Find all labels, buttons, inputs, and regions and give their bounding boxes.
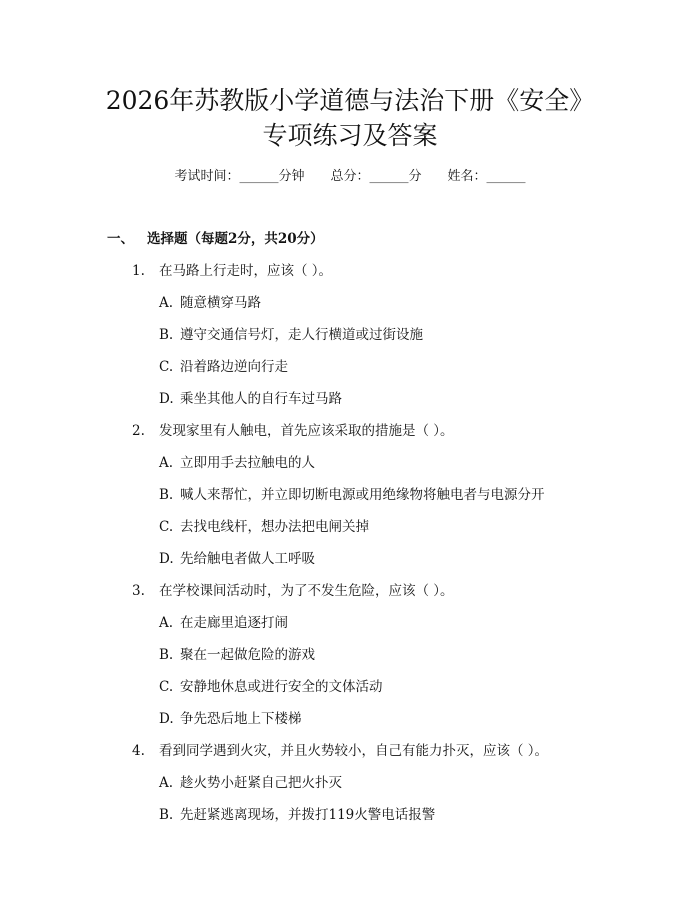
question-number: 1. (132, 263, 145, 279)
question-text: 发现家里有人触电，首先应该采取的措施是（ ）。 (159, 423, 454, 439)
option-text: 先赶紧逃离现场，并拨打119火警电话报警 (180, 807, 436, 823)
option-letter: C. (159, 679, 174, 695)
question-1 (132, 261, 332, 281)
exam-meta (0, 167, 700, 187)
option-4b (159, 805, 435, 825)
question-text: 看到同学遇到火灾，并且火势较小，自己有能力扑灭，应该（ ）。 (159, 743, 549, 759)
option-2c (159, 517, 369, 537)
option-letter: A. (159, 775, 174, 791)
option-letter: A. (159, 295, 174, 311)
option-letter: D. (159, 391, 174, 407)
question-number: 4. (132, 743, 145, 759)
question-text: 在马路上行走时，应该（ ）。 (159, 263, 333, 279)
option-letter: B. (159, 807, 174, 823)
option-text: 先给触电者做人工呼吸 (180, 551, 315, 567)
option-1c (159, 357, 288, 377)
option-letter: C. (159, 519, 174, 535)
option-text: 聚在一起做危险的游戏 (180, 647, 315, 663)
option-text: 立即用手去拉触电的人 (180, 455, 315, 471)
option-text: 安静地休息或进行安全的文体活动 (180, 679, 383, 695)
option-text: 争先恐后地上下楼梯 (180, 711, 302, 727)
option-letter: D. (159, 711, 174, 727)
option-3c (159, 677, 383, 697)
option-letter: C. (159, 359, 174, 375)
option-2b (159, 485, 545, 505)
option-1d (159, 389, 342, 409)
option-letter: B. (159, 647, 174, 663)
question-text: 在学校课间活动时，为了不发生危险，应该（ ）。 (159, 583, 454, 599)
document-title-line2: 专项练习及答案 (262, 121, 438, 150)
section-title: 选择题（每题2分，共20分） (147, 231, 324, 247)
option-1b (159, 325, 423, 345)
question-number: 2. (132, 423, 145, 439)
option-text: 遵守交通信号灯，走人行横道或过街设施 (180, 327, 423, 343)
option-4a (159, 773, 342, 793)
section-heading (107, 229, 324, 249)
option-text: 沿着路边逆向行走 (180, 359, 288, 375)
option-text: 随意横穿马路 (180, 295, 261, 311)
section-number: 一、 (107, 231, 134, 247)
exam-time-label: 考试时间：______分钟 (174, 169, 305, 184)
question-4 (132, 741, 548, 761)
option-text: 在走廊里追逐打闹 (180, 615, 288, 631)
question-3 (132, 581, 454, 601)
question-2 (132, 421, 454, 441)
option-letter: A. (159, 615, 174, 631)
total-score-label: 总分：______分 (330, 169, 422, 184)
option-text: 去找电线杆，想办法把电闸关掉 (180, 519, 369, 535)
option-letter: B. (159, 487, 174, 503)
option-3b (159, 645, 315, 665)
option-1a (159, 293, 261, 313)
option-2a (159, 453, 315, 473)
option-2d (159, 549, 315, 569)
student-name-label: 姓名：______ (447, 169, 526, 184)
document-title-line1: 2026年苏教版小学道德与法治下册《安全》 (105, 86, 595, 115)
option-3d (159, 709, 302, 729)
option-3a (159, 613, 288, 633)
option-letter: B. (159, 327, 174, 343)
option-text: 乘坐其他人的自行车过马路 (180, 391, 342, 407)
option-text: 喊人来帮忙，并立即切断电源或用绝缘物将触电者与电源分开 (180, 487, 545, 503)
option-letter: D. (159, 551, 174, 567)
option-letter: A. (159, 455, 174, 471)
option-text: 趁火势小赶紧自己把火扑灭 (180, 775, 342, 791)
question-number: 3. (132, 583, 145, 599)
